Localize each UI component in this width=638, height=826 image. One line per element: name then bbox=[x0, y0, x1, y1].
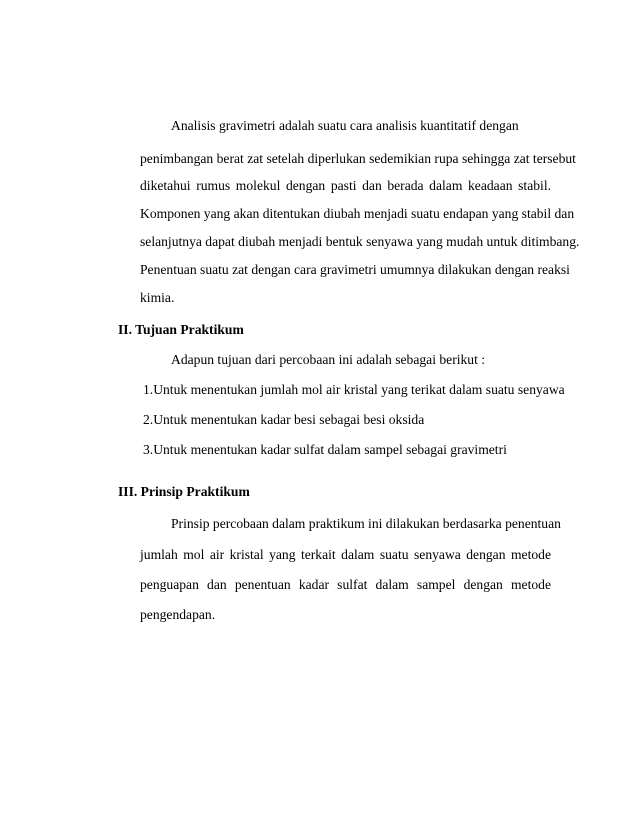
intro-line-5: selanjutnya dapat diubah menjadi bentuk senyawa yang mudah untuk ditimbang. bbox=[140, 234, 580, 249]
tujuan-intro: Adapun tujuan dari percobaan ini adalah sebagai berikut : bbox=[171, 352, 486, 367]
prinsip-line-2: jumlah mol air kristal yang terkait dalam suatu senyawa dengan metode bbox=[140, 547, 551, 562]
prinsip-line-3: penguapan dan penentuan kadar sulfat dalam sampel dengan metode bbox=[140, 577, 551, 592]
intro-line-7: kimia. bbox=[140, 290, 175, 305]
section-heading-prinsip: III. Prinsip Praktikum bbox=[118, 484, 250, 499]
intro-line-3: diketahui rumus molekul dengan pasti dan berada dalam keadaan stabil. bbox=[140, 178, 551, 193]
prinsip-line-4: pengendapan. bbox=[140, 607, 216, 622]
tujuan-item-2: 2.Untuk menentukan kadar besi sebagai besi oksida bbox=[143, 412, 425, 427]
intro-line-2: penimbangan berat zat setelah diperlukan sedemikian rupa sehingga zat tersebut bbox=[140, 151, 576, 166]
tujuan-item-1: 1.Untuk menentukan jumlah mol air kristal yang terikat dalam suatu senyawa bbox=[143, 382, 565, 397]
prinsip-line-1: Prinsip percobaan dalam praktikum ini dilakukan berdasarka penentuan bbox=[171, 516, 561, 531]
intro-line-6: Penentuan suatu zat dengan cara gravimetri umumnya dilakukan dengan reaksi bbox=[140, 262, 570, 277]
intro-line-1: Analisis gravimetri adalah suatu cara analisis kuantitatif dengan bbox=[171, 118, 519, 133]
tujuan-item-3: 3.Untuk menentukan kadar sulfat dalam sampel sebagai gravimetri bbox=[143, 442, 507, 457]
section-heading-tujuan: II. Tujuan Praktikum bbox=[118, 322, 244, 337]
intro-line-4: Komponen yang akan ditentukan diubah menjadi suatu endapan yang stabil dan bbox=[140, 206, 575, 221]
